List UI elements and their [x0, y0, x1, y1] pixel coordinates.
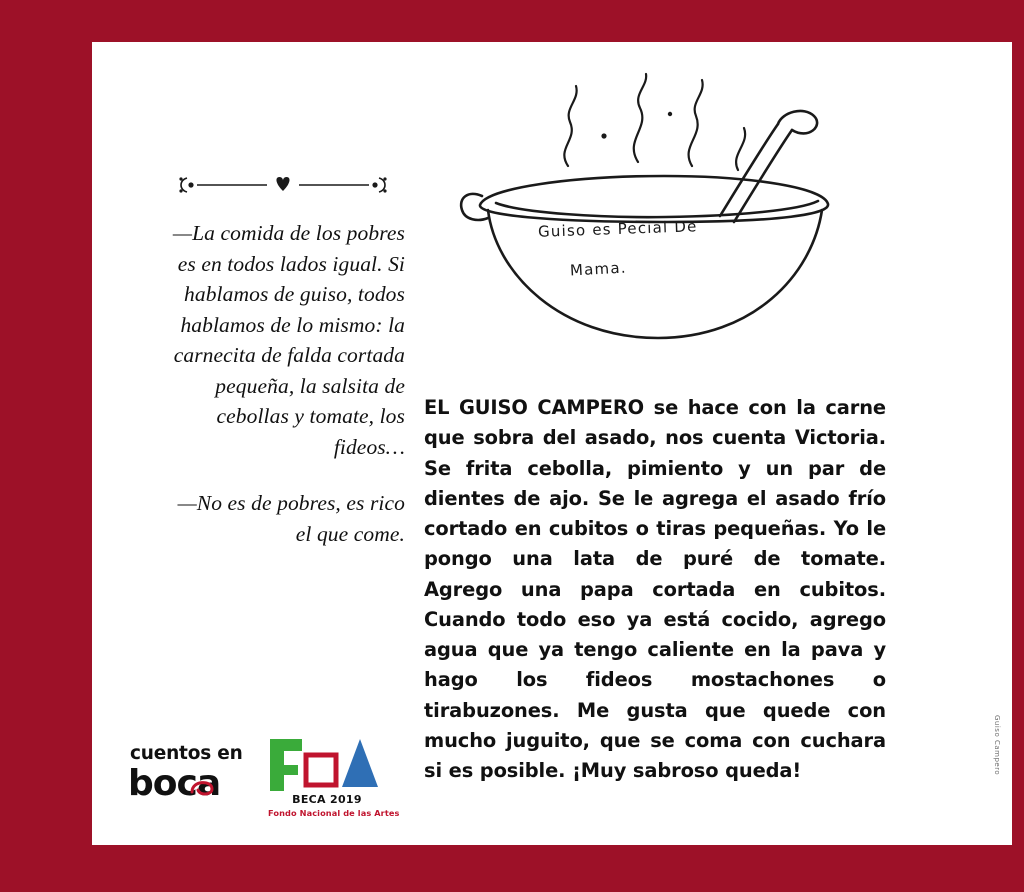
fna-fondo-label: Fondo Nacional de las Artes [268, 808, 400, 818]
page-side-note: Guiso Campero [993, 715, 1001, 776]
recipe-body: se hace con la carne que sobra del asado, nos cuenta Victoria. Se frita cebolla, pimiento y un par de dientes de ajo. Se le agrega el asado frío cortado en cubitos o tiras pequeñas. Yo le pongo una lata de puré de tomate. Agrego una papa cortada en cubitos. Cuando todo eso ya está cocido, agrego agua que ya tengo caliente en la pava y hago los fideos mostachones o tirabuzones. Me gusta que quede con mucho juguito, que se coma con cuchara si es posible. ¡Muy sabroso queda! [424, 396, 886, 783]
fna-marks-icon [268, 735, 380, 793]
quote-text-block [160, 218, 405, 549]
fondo-nacional-artes-logo [268, 735, 400, 830]
frame-band-top [0, 0, 1024, 42]
cuentos-logo-word: boca [128, 762, 221, 804]
handwritten-title-line1: Guiso es Pecial De [537, 217, 698, 241]
quote-paragraph-1: —La comida de los pobres es en todos lados igual. Si hablamos de guiso, todos hablamos de lo mismo: la carnecita de falda cortada pequeña, la salsita de cebollas y tomate, los fideos… [172, 221, 405, 459]
swirl-icon [188, 772, 218, 798]
quote-column [160, 170, 405, 549]
steaming-bowl-drawing [452, 70, 872, 380]
heart-ornament-divider [169, 170, 397, 200]
handwritten-title-line2: Mama. [569, 258, 628, 280]
quote-paragraph-2: —No es de pobres, es rico el que come. [177, 491, 405, 546]
fna-beca-label: BECA 2019 [292, 793, 362, 806]
fna-caption [268, 793, 400, 818]
logo-group [128, 735, 400, 830]
recipe-text-block [424, 393, 886, 786]
cuentos-en-boca-logo [128, 745, 243, 802]
cuentos-logo-line1: cuentos en [130, 743, 243, 764]
recipe-lead-in: EL GUISO CAMPERO [424, 396, 645, 419]
frame-band-right [1012, 0, 1024, 892]
cuentos-logo-line2 [128, 762, 243, 804]
frame-band-left [0, 0, 92, 892]
frame-band-bottom [0, 845, 1024, 892]
